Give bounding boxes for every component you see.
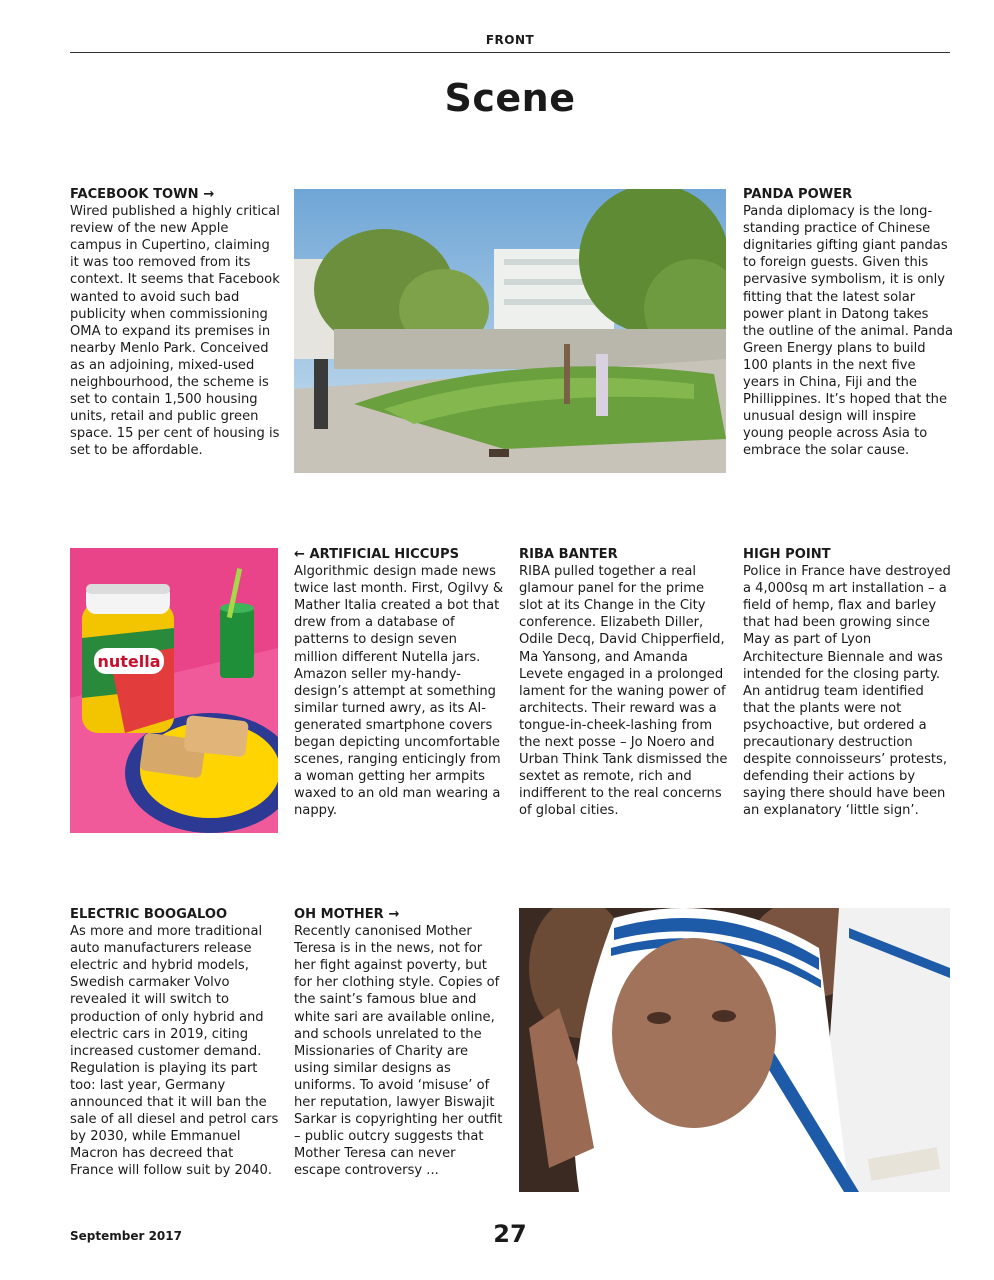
article-riba-banter bbox=[519, 546, 729, 820]
article-body: Algorithmic design made news twice last month. First, Ogilvy & Mather Italia created a bot that drew from a database of patterns to design seven million different Nutella jars. Amazon seller my-handy-design’s attempt at something similar turned awry, as its AI-generated smartphone covers began depicting uncomfortable scenes, ranging enticingly from a woman getting her armpits waxed to an old man wearing a nappy. bbox=[294, 564, 504, 819]
article-oh-mother bbox=[294, 906, 504, 1180]
article-body: Recently canonised Mother Teresa is in the news, not for her fight against poverty, but for her clothing style. Copies of the saint’s famous blue and white sari are available online, and schools unrelated to the Missionaries of Charity are using similar designs as uniforms. To avoid ‘misuse’ of her reputation, lawyer Biswajit Sarkar is copyrighting her outfit – public outcry suggests that Mother Teresa can never escape controversy ... bbox=[294, 924, 503, 1179]
issue-date: September 2017 bbox=[70, 1229, 182, 1243]
section-label: FRONT bbox=[485, 33, 535, 47]
article-headline: ELECTRIC BOOGALOO bbox=[70, 907, 228, 922]
page-number: 27 bbox=[493, 1220, 527, 1248]
page-title: Scene bbox=[444, 76, 576, 120]
nutella-label: nutella bbox=[97, 652, 161, 671]
article-headline: ← ARTIFICIAL HICCUPS bbox=[294, 547, 460, 562]
park-scene-illustration bbox=[294, 189, 726, 473]
article-body: RIBA pulled together a real glamour panel for the prime slot at its Change in the City conference. Elizabeth Diller, Odile Decq, David Chipperfield, Ma Yansong, and Amanda Levete engaged in a prolonged lament for the waning power of architects. Their reward was a tongue-in-cheek-lashing from the next posse – Jo Noero and Urban Think Tank dismissed the sextet as remote, rich and indifferent to the real concerns of global cities. bbox=[519, 564, 728, 819]
article-high-point bbox=[743, 546, 953, 820]
nutella-jar-photo bbox=[70, 548, 278, 833]
mother-teresa-portrait bbox=[519, 908, 950, 1192]
article-body: As more and more traditional auto manufacturers release electric and hybrid models, Swedish carmaker Volvo revealed it will switch to production of only hybrid and electric cars in 2019, citing increased customer demand. Regulation is playing its part too: last year, Germany announced that it will ban the sale of all diesel and petrol cars by 2030, while Emmanuel Macron has decreed that France will follow suit by 2040. bbox=[70, 924, 279, 1179]
menlo-park-rendering bbox=[294, 189, 726, 473]
article-facebook-town bbox=[70, 186, 280, 460]
article-artificial-hiccups bbox=[294, 546, 504, 820]
article-body: Police in France have destroyed a 4,000sq m art installation – a field of hemp, flax and barley that had been growing since May as part of Lyon Architecture Biennale and was intended for the closing party. An antidrug team identified that the plants were not psychoactive, but ordered a precautionary destruction despite connoisseurs’ protests, defending their actions by saying there should have been an explanatory ‘little sign’. bbox=[743, 564, 951, 819]
nutella-still-life bbox=[70, 548, 278, 833]
mother-teresa-photo bbox=[519, 908, 950, 1192]
article-panda-power bbox=[743, 186, 953, 460]
header-rule bbox=[70, 52, 950, 53]
article-body: Panda diplomacy is the long-standing practice of Chinese dignitaries gifting giant pandas to foreign guests. Given this pervasive symbolism, it is only fitting that the latest solar power plant in Datong takes the outline of the animal. Panda Green Energy plans to build 100 plants in the next five years in China, Fiji and the Phillippines. It’s hoped that the unusual design will inspire young people across Asia to embrace the solar cause. bbox=[743, 204, 953, 459]
article-headline: OH MOTHER → bbox=[294, 907, 400, 922]
article-electric-boogaloo bbox=[70, 906, 280, 1180]
article-headline: HIGH POINT bbox=[743, 547, 831, 562]
article-body: Wired published a highly critical review of the new Apple campus in Cupertino, claiming it was too removed from its context. It seems that Facebook wanted to avoid such bad publicity when commissioning OMA to expand its premises in nearby Menlo Park. Conceived as an adjoining, mixed-used neighbourhood, the scheme is set to contain 1,500 housing units, retail and public green space. 15 per cent of housing is set to be affordable. bbox=[70, 204, 280, 459]
article-headline: FACEBOOK TOWN → bbox=[70, 187, 215, 202]
article-headline: PANDA POWER bbox=[743, 187, 853, 202]
article-headline: RIBA BANTER bbox=[519, 547, 618, 562]
